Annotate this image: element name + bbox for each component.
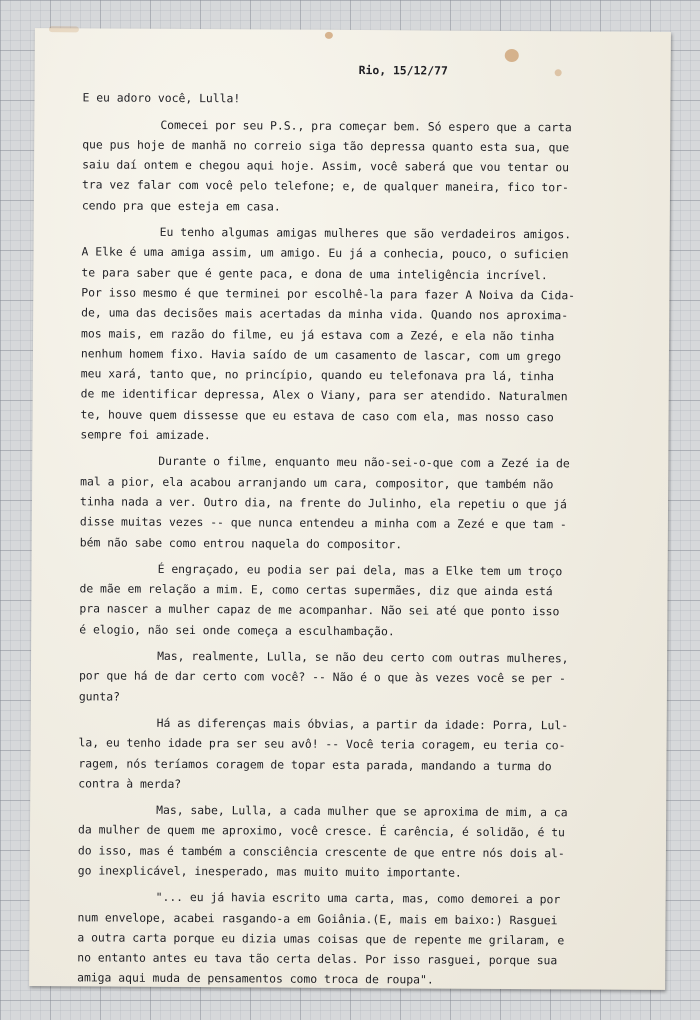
paragraph <box>79 645 659 709</box>
text-line: Durante o filme, enquanto meu não-sei-o-que com a Zezé ia de <box>158 454 570 471</box>
text-line: no entanto antes eu tava tão certa delas. Por isso rasguei, porque sua <box>77 950 558 968</box>
text-line: Há as diferenças mais óbvias, a partir da idade: Porra, Lul- <box>156 715 569 733</box>
text-line: sempre foi amizade. <box>80 427 211 443</box>
text-line: Mas, sabe, Lulla, a cada mulher que se aproxima de mim, a ca <box>156 802 568 820</box>
text-line: que pus hoje de manhã no correio siga tão depressa quanto esta sua, que <box>82 137 570 155</box>
text-line: é elogio, não sei onde começa a esculhambação. <box>79 622 395 638</box>
paragraph <box>80 451 661 556</box>
text-line: contra à merda? <box>78 776 182 791</box>
rust-stain <box>325 32 333 39</box>
text-line: disse muitas vezes -- que nunca entendeu a minha com a Zezé e que tam - <box>79 514 567 532</box>
text-line: bém não sabe como entrou naquela do compositor. <box>79 534 403 551</box>
letter-date: Rio, 15/12/77 <box>358 63 448 78</box>
text-line: tinha nada a ver. Outro dia, na frente do Julinho, ela repetiu o que já <box>79 494 567 512</box>
paragraph <box>78 799 658 884</box>
paragraph <box>80 221 661 448</box>
text-line: la, eu tenho idade pra ser seu avô! -- Você teria coragem, eu teria co- <box>78 735 566 753</box>
paragraph <box>79 558 659 643</box>
text-line: de mãe em relação a mim. E, como certas supermães, diz que ainda está <box>79 581 553 599</box>
text-line: "... eu já havia escrito uma carta, mas, como demorei a por <box>155 890 561 907</box>
text-line: gunta? <box>78 688 121 704</box>
text-line: a outra carta porque eu dizia umas coisas que de repente me grilaram, e <box>77 930 565 948</box>
quoted-passage <box>77 887 658 992</box>
text-line: ragem, nós teríamos coragem de topar esta parada, mandando a turma do <box>78 755 552 773</box>
letter-salutation: E eu adoro você, Lulla! <box>82 90 241 106</box>
text-line: de, uma das decisões mais acertadas da minha vida. Quando nos aproxima- <box>81 305 569 323</box>
text-line: pra nascer a mulher capaz de me acompanhar. Não sei até que ponto isso <box>79 601 560 619</box>
text-line: da mulher de quem me aproximo, você cresce. É carência, é solidão, é tu <box>77 822 565 840</box>
text-line: tra vez falar com você pelo telefone; e, de qualquer maneira, fico tor- <box>81 177 569 195</box>
text-line: cendo pra que esteja em casa. <box>81 198 281 214</box>
text-line: nenhum homem fixo. Havia saído de um casamento de lascar, com um grego <box>80 346 562 364</box>
text-line: te, houve quem dissesse que eu estava de caso com ela, mas nosso caso <box>80 407 554 424</box>
text-line: num envelope, acabei rasgando-a em Goiânia.(E, mais em baixo:) Rasguei <box>77 909 558 927</box>
text-line: do isso, mas é também a consciência crescente de que entre nós dois al- <box>77 843 565 861</box>
paragraph <box>78 712 658 797</box>
text-line: mos mais, em razão do filme, eu já estava com a Zezé, e ela não tinha <box>81 325 555 343</box>
paragraph <box>82 114 663 219</box>
text-line: Mas, realmente, Lulla, se não deu certo com outras mulheres, <box>157 648 569 666</box>
text-line: Por isso mesmo é que terminei por escolhê-la para fazer A Noiva da Cida- <box>81 285 576 303</box>
letter-body <box>77 58 663 997</box>
text-line: meu xará, tanto que, no princípio, quando eu telefonava pra lá, tinha <box>80 366 555 384</box>
text-line: mal a pior, ela acabou arranjando um cara, compositor, que também não <box>80 473 554 491</box>
text-line: Eu tenho algumas amigas mulheres que são verdadeiros amigos. <box>159 224 572 242</box>
text-line: te para saber que é gente paca, e dona de uma inteligência incrível. <box>81 265 548 282</box>
text-line: Comecei por seu P.S., pra começar bem. Só espero que a carta <box>160 117 572 134</box>
text-line: go inexplicável, inesperado, mas muito muito importante. <box>77 863 462 880</box>
text-line: por que há de dar certo com você? -- Não é o que às vezes você se per - <box>78 668 566 686</box>
text-line: de me identificar depressa, Alex o Viany, para ser atendido. Naturalmen <box>80 386 568 404</box>
text-line: A Elke é uma amiga assim, um amigo. Eu já a conhecia, pouco, o suficien <box>81 244 569 262</box>
rust-stain <box>49 26 79 32</box>
text-line: saiu daí ontem e chegou aqui hoje. Assim, você saberá que vou tentar ou <box>82 157 570 175</box>
letter-page <box>29 28 671 990</box>
text-line: amiga aqui muda de pensamentos como troca de roupa". <box>77 970 434 987</box>
text-line: É engraçado, eu podia ser pai dela, mas a Elke tem um troço <box>157 561 563 579</box>
